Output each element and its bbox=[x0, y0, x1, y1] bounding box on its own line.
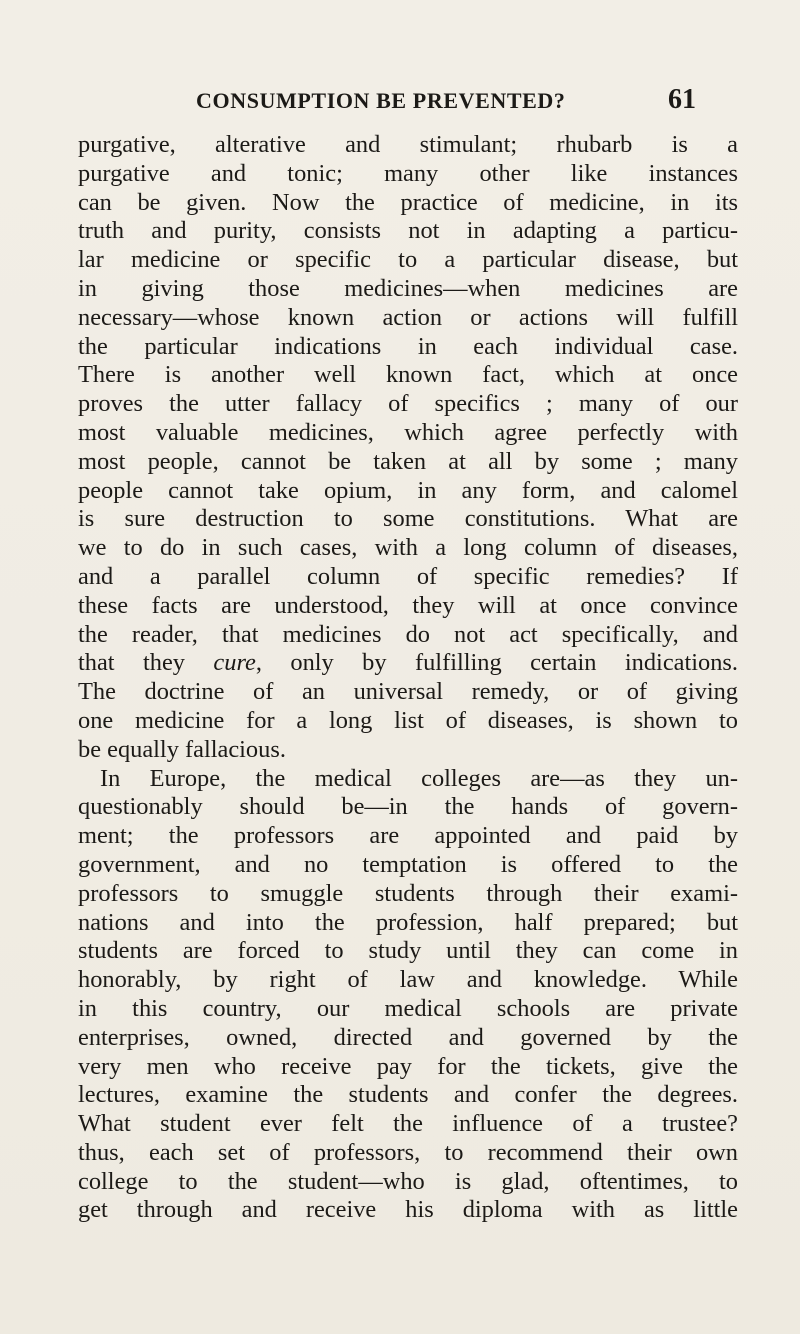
text-line: ment; the professors are appointed and paid by bbox=[78, 822, 738, 850]
running-title: CONSUMPTION BE PREVENTED? bbox=[196, 88, 566, 113]
text-line: government, and no temptation is offered to the bbox=[78, 850, 738, 878]
text-line: we to do in such cases, with a long column of diseases, bbox=[78, 534, 738, 562]
text-line: very men who receive pay for the tickets, give the bbox=[78, 1052, 738, 1080]
text-line: purgative and tonic; many other like instances bbox=[78, 159, 738, 187]
text-line: these facts are understood, they will at once convince bbox=[78, 591, 738, 619]
text-line: in this country, our medical schools are private bbox=[78, 994, 738, 1022]
text-line: the particular indications in each individual case. bbox=[78, 332, 738, 360]
text-line: nations and into the profession, half prepared; but bbox=[78, 908, 738, 936]
text-line: is sure destruction to some constitutions. What are bbox=[78, 505, 738, 533]
text-line: honorably, by right of law and knowledge. While bbox=[78, 966, 738, 994]
text-line: purgative, alterative and stimulant; rhubarb is a bbox=[78, 131, 738, 158]
text-line: proves the utter fallacy of specifics ; many of our bbox=[78, 390, 738, 418]
page-number: 61 bbox=[668, 84, 696, 115]
text-line: The doctrine of an universal remedy, or of giving bbox=[78, 678, 738, 706]
text-line: There is another well known fact, which at once bbox=[78, 361, 738, 389]
text-line: most valuable medicines, which agree perfectly with bbox=[78, 418, 738, 446]
text-line: professors to smuggle students through their exami- bbox=[78, 879, 738, 907]
text-line: necessary—whose known action or actions will fulfill bbox=[78, 303, 738, 331]
emphasis: cure bbox=[213, 649, 256, 677]
paragraph-end-line: be equally fallacious. bbox=[78, 735, 286, 763]
text-line: people cannot take opium, in any form, and calomel bbox=[78, 476, 738, 504]
text-line: questionably should be—in the hands of govern- bbox=[78, 793, 738, 821]
text-line: lar medicine or specific to a particular disease, but bbox=[78, 246, 738, 274]
body-text bbox=[78, 131, 738, 1225]
text-line: can be given. Now the practice of medicine, in its bbox=[78, 188, 738, 216]
text-line: college to the student—who is glad, oftentimes, to bbox=[78, 1167, 738, 1195]
text-line: one medicine for a long list of diseases, is shown to bbox=[78, 706, 738, 734]
text-line: that they cure, only by fulfilling certain indications. bbox=[78, 649, 739, 677]
text-line: get through and receive his diploma with as little bbox=[78, 1196, 738, 1224]
text-line: most people, cannot be taken at all by some ; many bbox=[78, 447, 738, 475]
text-line: the reader, that medicines do not act specifically, and bbox=[78, 620, 738, 648]
text-line: in giving those medicines—when medicines are bbox=[78, 274, 738, 302]
text-line: What student ever felt the influence of a trustee? bbox=[78, 1110, 738, 1138]
text-line: truth and purity, consists not in adapting a particu- bbox=[78, 217, 738, 245]
text-line: and a parallel column of specific remedies? If bbox=[78, 562, 738, 590]
text-line: students are forced to study until they can come in bbox=[78, 937, 738, 965]
paragraph-start-line: In Europe, the medical colleges are—as they un- bbox=[100, 764, 738, 792]
text-line: enterprises, owned, directed and governed by the bbox=[78, 1023, 738, 1051]
text-line: thus, each set of professors, to recommend their own bbox=[78, 1138, 738, 1166]
text-line: lectures, examine the students and confer the degrees. bbox=[78, 1081, 738, 1109]
